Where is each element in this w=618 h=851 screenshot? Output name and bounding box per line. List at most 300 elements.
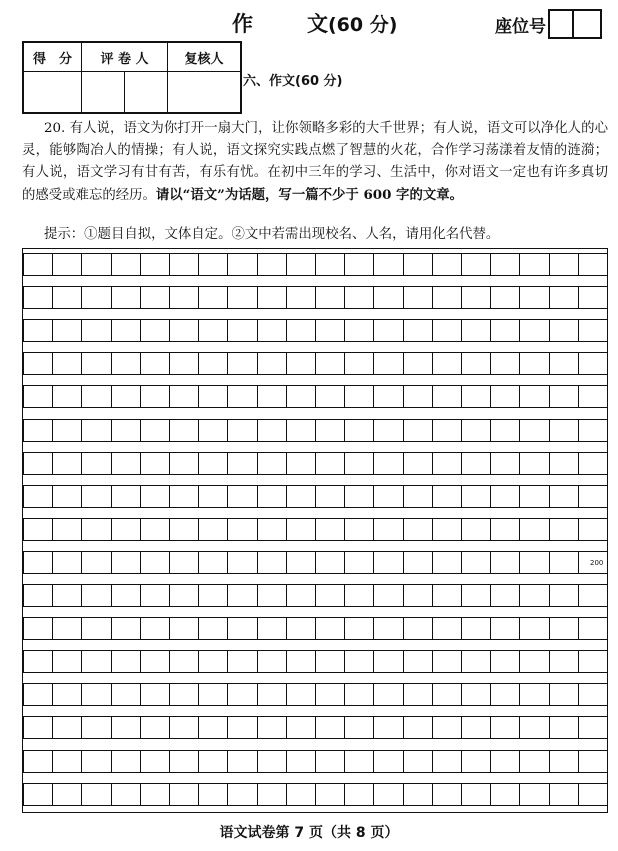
grid-cell[interactable] xyxy=(227,452,257,475)
grid-cell[interactable] xyxy=(81,584,111,607)
grid-cell[interactable] xyxy=(286,452,316,475)
grid-cell[interactable] xyxy=(403,650,433,673)
grid-cell[interactable] xyxy=(373,385,403,408)
grid-cell[interactable] xyxy=(81,352,111,375)
grid-cell[interactable] xyxy=(403,319,433,342)
grid-cell[interactable] xyxy=(227,617,257,640)
grid-cell[interactable] xyxy=(432,617,462,640)
grid-cell[interactable] xyxy=(23,319,53,342)
grid-cell[interactable] xyxy=(432,783,462,806)
grid-cell[interactable] xyxy=(373,551,403,574)
grid-cell[interactable] xyxy=(81,518,111,541)
grid-cell[interactable] xyxy=(257,551,287,574)
grid-cell[interactable] xyxy=(344,352,374,375)
grid-cell[interactable] xyxy=(52,750,82,773)
grid-cell[interactable] xyxy=(549,319,579,342)
grid-cell[interactable] xyxy=(286,253,316,276)
grid-cell[interactable] xyxy=(344,419,374,442)
grid-cell[interactable] xyxy=(519,452,549,475)
grid-cell[interactable] xyxy=(549,518,579,541)
grid-cell[interactable] xyxy=(52,551,82,574)
grid-cell[interactable] xyxy=(373,485,403,508)
grid-cell[interactable] xyxy=(519,319,549,342)
grid-cell[interactable] xyxy=(227,286,257,309)
grid-cell[interactable] xyxy=(169,452,199,475)
seat-number-box-1[interactable] xyxy=(548,9,574,39)
grid-cell[interactable] xyxy=(81,385,111,408)
grid-cell[interactable] xyxy=(490,419,520,442)
grid-cell[interactable] xyxy=(461,716,491,739)
grid-cell[interactable] xyxy=(81,253,111,276)
grid-cell[interactable] xyxy=(490,716,520,739)
grid-cell[interactable] xyxy=(403,518,433,541)
grid-cell[interactable] xyxy=(344,452,374,475)
grid-cell[interactable] xyxy=(140,452,170,475)
grid-cell[interactable] xyxy=(198,253,228,276)
grid-cell[interactable] xyxy=(315,253,345,276)
grid-cell[interactable] xyxy=(461,485,491,508)
grid-cell[interactable] xyxy=(227,551,257,574)
grid-cell[interactable] xyxy=(461,518,491,541)
grid-cell[interactable] xyxy=(227,783,257,806)
grid-cell[interactable] xyxy=(344,319,374,342)
grid-cell[interactable] xyxy=(111,650,141,673)
grid-cell[interactable] xyxy=(52,716,82,739)
grid-cell[interactable] xyxy=(111,286,141,309)
grid-cell[interactable] xyxy=(169,286,199,309)
grid-cell[interactable] xyxy=(140,716,170,739)
grid-cell[interactable] xyxy=(140,485,170,508)
grid-cell[interactable] xyxy=(432,253,462,276)
grid-cell[interactable] xyxy=(490,518,520,541)
grid-cell[interactable] xyxy=(227,419,257,442)
grid-cell[interactable] xyxy=(344,783,374,806)
grid-cell[interactable] xyxy=(432,385,462,408)
grid-cell[interactable] xyxy=(403,783,433,806)
grid-cell[interactable] xyxy=(257,452,287,475)
grid-cell[interactable] xyxy=(23,750,53,773)
grid-cell[interactable] xyxy=(519,750,549,773)
grid-cell[interactable] xyxy=(198,617,228,640)
grid-cell[interactable] xyxy=(519,385,549,408)
grid-cell[interactable] xyxy=(549,286,579,309)
grid-cell[interactable] xyxy=(549,584,579,607)
grid-cell[interactable] xyxy=(227,584,257,607)
grid-cell[interactable] xyxy=(111,683,141,706)
grid-cell[interactable] xyxy=(81,617,111,640)
grid-cell[interactable] xyxy=(403,716,433,739)
grid-cell[interactable] xyxy=(198,385,228,408)
grid-cell[interactable] xyxy=(198,419,228,442)
grid-cell[interactable] xyxy=(578,485,608,508)
grid-cell[interactable] xyxy=(169,352,199,375)
grid-cell[interactable] xyxy=(519,253,549,276)
grid-cell[interactable] xyxy=(490,551,520,574)
grid-cell[interactable] xyxy=(52,253,82,276)
grid-cell[interactable] xyxy=(549,551,579,574)
grid-cell[interactable] xyxy=(23,783,53,806)
grid-cell[interactable] xyxy=(549,716,579,739)
grid-cell[interactable] xyxy=(198,518,228,541)
grid-cell[interactable] xyxy=(23,617,53,640)
grid-cell[interactable] xyxy=(578,783,608,806)
grid-cell[interactable] xyxy=(432,650,462,673)
grid-cell[interactable] xyxy=(140,650,170,673)
grid-cell[interactable] xyxy=(81,783,111,806)
grid-cell[interactable] xyxy=(81,452,111,475)
grid-cell[interactable] xyxy=(403,617,433,640)
grid-cell[interactable] xyxy=(490,452,520,475)
grid-cell[interactable] xyxy=(286,352,316,375)
grid-cell[interactable] xyxy=(111,253,141,276)
grid-cell[interactable] xyxy=(461,319,491,342)
grid-cell[interactable] xyxy=(169,518,199,541)
grid-cell[interactable] xyxy=(198,319,228,342)
grid-cell[interactable] xyxy=(578,617,608,640)
grid-cell[interactable] xyxy=(519,650,549,673)
grid-cell[interactable] xyxy=(315,452,345,475)
grid-cell[interactable] xyxy=(198,783,228,806)
grid-cell[interactable] xyxy=(344,253,374,276)
grid-cell[interactable] xyxy=(169,783,199,806)
grid-cell[interactable] xyxy=(23,253,53,276)
grid-cell[interactable] xyxy=(81,419,111,442)
grid-cell[interactable] xyxy=(549,419,579,442)
grid-cell[interactable] xyxy=(373,650,403,673)
grid-cell[interactable] xyxy=(111,385,141,408)
grid-cell[interactable] xyxy=(257,617,287,640)
grid-cell[interactable] xyxy=(461,253,491,276)
grid-cell[interactable] xyxy=(373,419,403,442)
grid-cell[interactable] xyxy=(461,419,491,442)
grid-cell[interactable] xyxy=(490,352,520,375)
grid-cell[interactable] xyxy=(52,783,82,806)
grid-cell[interactable] xyxy=(490,783,520,806)
grid-cell[interactable] xyxy=(227,750,257,773)
grid-cell[interactable] xyxy=(403,683,433,706)
grid-cell[interactable] xyxy=(198,650,228,673)
grid-cell[interactable] xyxy=(23,650,53,673)
writing-grid[interactable] xyxy=(22,248,608,813)
grid-cell[interactable] xyxy=(140,385,170,408)
grid-cell[interactable] xyxy=(519,683,549,706)
grid-cell[interactable] xyxy=(461,783,491,806)
grid-cell[interactable] xyxy=(257,419,287,442)
grid-cell[interactable] xyxy=(461,584,491,607)
grid-cell[interactable] xyxy=(286,385,316,408)
grid-cell[interactable] xyxy=(140,683,170,706)
grid-cell[interactable] xyxy=(286,419,316,442)
grid-cell[interactable] xyxy=(519,716,549,739)
grid-cell[interactable] xyxy=(286,518,316,541)
grid-cell[interactable] xyxy=(578,419,608,442)
grid-cell[interactable] xyxy=(315,750,345,773)
grid-cell[interactable] xyxy=(52,584,82,607)
grid-cell[interactable] xyxy=(198,485,228,508)
grid-cell[interactable] xyxy=(403,419,433,442)
grid-cell[interactable] xyxy=(578,750,608,773)
grid-cell[interactable] xyxy=(111,419,141,442)
grid-cell[interactable] xyxy=(169,485,199,508)
grid-cell[interactable] xyxy=(111,617,141,640)
grid-cell[interactable] xyxy=(140,518,170,541)
grid-cell[interactable] xyxy=(549,683,579,706)
grid-cell[interactable] xyxy=(490,319,520,342)
grid-cell[interactable] xyxy=(315,650,345,673)
grid-cell[interactable] xyxy=(432,452,462,475)
grid-cell[interactable] xyxy=(519,518,549,541)
grid-cell[interactable] xyxy=(52,385,82,408)
grid-cell[interactable] xyxy=(373,584,403,607)
grid-cell[interactable] xyxy=(578,683,608,706)
grid-cell[interactable] xyxy=(257,319,287,342)
grid-cell[interactable] xyxy=(111,584,141,607)
grid-cell[interactable] xyxy=(403,352,433,375)
grid-cell[interactable] xyxy=(373,783,403,806)
grid-cell[interactable] xyxy=(461,683,491,706)
grid-cell[interactable] xyxy=(111,319,141,342)
grid-cell[interactable] xyxy=(23,286,53,309)
grid-cell[interactable] xyxy=(373,253,403,276)
grid-cell[interactable] xyxy=(344,485,374,508)
grid-cell[interactable] xyxy=(227,352,257,375)
grid-cell[interactable] xyxy=(23,485,53,508)
grid-cell[interactable] xyxy=(169,683,199,706)
grid-cell[interactable] xyxy=(140,551,170,574)
grid-cell[interactable] xyxy=(549,385,579,408)
grid-cell[interactable] xyxy=(315,286,345,309)
grid-cell[interactable] xyxy=(169,750,199,773)
grid-cell[interactable] xyxy=(315,584,345,607)
grid-cell[interactable] xyxy=(315,319,345,342)
grid-cell[interactable] xyxy=(461,352,491,375)
grader-cell-1[interactable] xyxy=(82,72,125,114)
grid-cell[interactable] xyxy=(23,518,53,541)
seat-number-box-2[interactable] xyxy=(574,9,602,39)
grid-cell[interactable] xyxy=(549,253,579,276)
grid-cell[interactable] xyxy=(257,253,287,276)
grid-cell[interactable] xyxy=(344,551,374,574)
grid-cell[interactable] xyxy=(461,385,491,408)
grid-cell[interactable] xyxy=(52,485,82,508)
grid-cell[interactable] xyxy=(169,319,199,342)
grid-cell[interactable] xyxy=(286,319,316,342)
grid-cell[interactable] xyxy=(52,683,82,706)
grid-cell[interactable] xyxy=(432,419,462,442)
grid-cell[interactable] xyxy=(257,518,287,541)
grid-cell[interactable] xyxy=(286,716,316,739)
grid-cell[interactable] xyxy=(169,253,199,276)
grid-cell[interactable] xyxy=(344,617,374,640)
grid-cell[interactable] xyxy=(227,683,257,706)
grid-cell[interactable] xyxy=(461,650,491,673)
grid-cell[interactable] xyxy=(373,617,403,640)
grid-cell[interactable] xyxy=(578,286,608,309)
grid-cell[interactable] xyxy=(81,319,111,342)
grid-cell[interactable] xyxy=(578,385,608,408)
grid-cell[interactable] xyxy=(490,617,520,640)
grid-cell[interactable] xyxy=(549,750,579,773)
grid-cell[interactable] xyxy=(286,617,316,640)
grid-cell[interactable] xyxy=(490,584,520,607)
grid-cell[interactable] xyxy=(490,286,520,309)
grid-cell[interactable] xyxy=(140,319,170,342)
grid-cell[interactable] xyxy=(315,617,345,640)
reviewer-cell[interactable] xyxy=(168,72,242,114)
grid-cell[interactable] xyxy=(432,716,462,739)
grid-cell[interactable] xyxy=(227,650,257,673)
grid-cell[interactable] xyxy=(81,716,111,739)
grid-cell[interactable] xyxy=(23,352,53,375)
grid-cell[interactable] xyxy=(52,419,82,442)
grid-cell[interactable] xyxy=(111,551,141,574)
grid-cell[interactable] xyxy=(578,452,608,475)
grid-cell[interactable] xyxy=(344,750,374,773)
grid-cell[interactable] xyxy=(461,286,491,309)
grid-cell[interactable] xyxy=(403,253,433,276)
grid-cell[interactable] xyxy=(227,716,257,739)
grid-cell[interactable] xyxy=(227,518,257,541)
grid-cell[interactable] xyxy=(198,750,228,773)
grid-cell[interactable] xyxy=(198,551,228,574)
grid-cell[interactable] xyxy=(461,750,491,773)
grid-cell[interactable] xyxy=(140,286,170,309)
grid-cell[interactable] xyxy=(315,518,345,541)
grid-cell[interactable] xyxy=(81,650,111,673)
grid-cell[interactable] xyxy=(432,584,462,607)
grid-cell[interactable] xyxy=(227,485,257,508)
grid-cell[interactable] xyxy=(23,551,53,574)
grid-cell[interactable] xyxy=(344,518,374,541)
grid-cell[interactable] xyxy=(169,551,199,574)
grid-cell[interactable] xyxy=(52,452,82,475)
grid-cell[interactable] xyxy=(23,385,53,408)
grid-cell[interactable] xyxy=(52,518,82,541)
grid-cell[interactable] xyxy=(257,783,287,806)
grid-cell[interactable] xyxy=(315,783,345,806)
grid-cell[interactable] xyxy=(140,253,170,276)
grid-cell[interactable] xyxy=(344,385,374,408)
grid-cell[interactable] xyxy=(169,650,199,673)
grid-cell[interactable] xyxy=(257,683,287,706)
grid-cell[interactable] xyxy=(578,253,608,276)
grid-cell[interactable] xyxy=(344,650,374,673)
grid-cell[interactable] xyxy=(286,783,316,806)
grid-cell[interactable] xyxy=(490,485,520,508)
grid-cell[interactable] xyxy=(169,617,199,640)
grid-cell[interactable] xyxy=(23,419,53,442)
grid-cell[interactable] xyxy=(315,385,345,408)
grid-cell[interactable] xyxy=(578,319,608,342)
grid-cell[interactable] xyxy=(490,750,520,773)
grid-cell[interactable] xyxy=(373,518,403,541)
grid-cell[interactable] xyxy=(52,286,82,309)
grid-cell[interactable] xyxy=(52,650,82,673)
grid-cell[interactable] xyxy=(432,352,462,375)
grid-cell[interactable] xyxy=(169,419,199,442)
grid-cell[interactable] xyxy=(111,518,141,541)
grid-cell[interactable] xyxy=(111,750,141,773)
grid-cell[interactable] xyxy=(344,683,374,706)
grid-cell[interactable] xyxy=(257,286,287,309)
grid-cell[interactable] xyxy=(490,253,520,276)
grid-cell[interactable] xyxy=(315,485,345,508)
grid-cell[interactable] xyxy=(286,750,316,773)
grid-cell[interactable] xyxy=(549,617,579,640)
grid-cell[interactable] xyxy=(257,750,287,773)
grid-cell[interactable] xyxy=(519,352,549,375)
grid-cell[interactable] xyxy=(111,352,141,375)
grid-cell[interactable] xyxy=(578,352,608,375)
grid-cell[interactable] xyxy=(490,683,520,706)
grid-cell[interactable] xyxy=(257,385,287,408)
grid-cell[interactable] xyxy=(432,551,462,574)
grid-cell[interactable] xyxy=(111,485,141,508)
grid-cell[interactable] xyxy=(315,551,345,574)
grid-cell[interactable] xyxy=(549,452,579,475)
grid-cell[interactable] xyxy=(198,584,228,607)
grid-cell[interactable] xyxy=(490,650,520,673)
grid-cell[interactable] xyxy=(403,750,433,773)
grid-cell[interactable] xyxy=(490,385,520,408)
grid-cell[interactable] xyxy=(227,385,257,408)
grid-cell[interactable] xyxy=(432,750,462,773)
grid-cell[interactable] xyxy=(198,452,228,475)
grid-cell[interactable] xyxy=(23,683,53,706)
grid-cell[interactable] xyxy=(140,419,170,442)
grid-cell[interactable] xyxy=(403,551,433,574)
grid-cell[interactable] xyxy=(549,783,579,806)
grid-cell[interactable] xyxy=(344,286,374,309)
grid-cell[interactable] xyxy=(373,716,403,739)
grid-cell[interactable] xyxy=(373,319,403,342)
grid-cell[interactable] xyxy=(373,286,403,309)
grid-cell[interactable] xyxy=(286,650,316,673)
grid-cell[interactable] xyxy=(519,584,549,607)
grid-cell[interactable] xyxy=(315,683,345,706)
grid-cell[interactable] xyxy=(111,716,141,739)
grid-cell[interactable] xyxy=(169,584,199,607)
grid-cell[interactable] xyxy=(257,650,287,673)
grid-cell[interactable] xyxy=(140,584,170,607)
grid-cell[interactable] xyxy=(169,716,199,739)
grid-cell[interactable] xyxy=(81,750,111,773)
grid-cell[interactable] xyxy=(373,452,403,475)
grid-cell[interactable] xyxy=(461,452,491,475)
grid-cell[interactable] xyxy=(519,783,549,806)
grid-cell[interactable] xyxy=(111,783,141,806)
grid-cell[interactable] xyxy=(286,683,316,706)
grid-cell[interactable] xyxy=(403,385,433,408)
grid-cell[interactable] xyxy=(461,551,491,574)
grid-cell[interactable] xyxy=(227,253,257,276)
grid-cell[interactable] xyxy=(227,319,257,342)
grid-cell[interactable] xyxy=(81,551,111,574)
grid-cell[interactable] xyxy=(52,319,82,342)
grid-cell[interactable] xyxy=(519,551,549,574)
grid-cell[interactable] xyxy=(315,716,345,739)
grid-cell[interactable] xyxy=(373,683,403,706)
grid-cell[interactable] xyxy=(52,352,82,375)
grid-cell[interactable] xyxy=(519,286,549,309)
grid-cell[interactable] xyxy=(432,485,462,508)
grid-cell[interactable] xyxy=(286,584,316,607)
grid-cell[interactable] xyxy=(432,286,462,309)
grid-cell[interactable] xyxy=(81,286,111,309)
score-cell[interactable] xyxy=(23,72,82,114)
grid-cell[interactable] xyxy=(23,584,53,607)
grid-cell[interactable] xyxy=(140,617,170,640)
